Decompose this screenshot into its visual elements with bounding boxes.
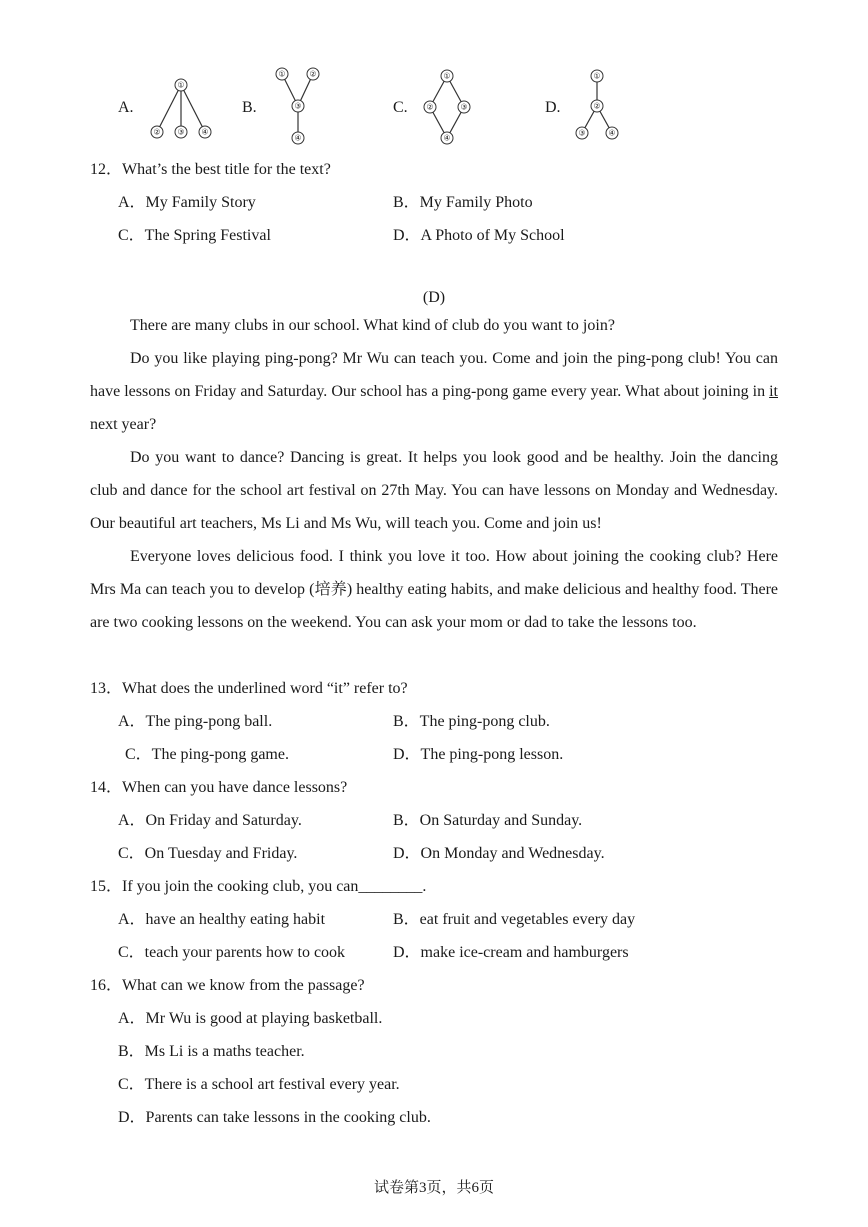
- q11-option-c-diagram: [420, 66, 476, 146]
- q13-option-b: B．The ping-pong club.: [393, 713, 550, 730]
- q16-option-b: B．Ms Li is a maths teacher.: [118, 1043, 305, 1060]
- q12-option-b: B．My Family Photo: [393, 194, 533, 211]
- node-label: ①: [593, 71, 601, 81]
- passage-paragraph-3: Do you want to dance? Dancing is great. It helps you look good and be healthy. Join the dancing club and dance for the school art festival on 27th May. You can have lessons on Monday and Wednesday. Our beautiful art teachers, Ms Li and Ms Wu, will teach you. Come and join us!: [90, 449, 778, 532]
- q11-option-d-label: D.: [545, 99, 561, 116]
- node-label: ②: [153, 127, 161, 137]
- node-label: ③: [460, 102, 468, 112]
- q13-option-d: D．The ping-pong lesson.: [393, 746, 564, 763]
- node-label: ④: [443, 133, 451, 143]
- q12-option-c: C．The Spring Festival: [118, 227, 271, 244]
- node-label: ④: [201, 127, 209, 137]
- passage-paragraph-2: [90, 342, 778, 441]
- q11-option-c-label: C.: [393, 99, 408, 116]
- q15-option-d: D．make ice-cream and hamburgers: [393, 944, 629, 961]
- q12-option-d: D．A Photo of My School: [393, 227, 565, 244]
- q13-stem: 13．What does the underlined word “it” refer to?: [90, 680, 408, 697]
- q14-option-a: A．On Friday and Saturday.: [118, 812, 302, 829]
- q14-option-d: D．On Monday and Wednesday.: [393, 845, 605, 862]
- q12-stem: 12．What’s the best title for the text?: [90, 161, 331, 178]
- node-label: ①: [177, 80, 185, 90]
- node-label: ③: [177, 127, 185, 137]
- q16-option-c: C．There is a school art festival every year.: [118, 1076, 400, 1093]
- q11-option-d-diagram: [570, 66, 626, 146]
- node-label: ②: [426, 102, 434, 112]
- q11-option-a-diagram: [145, 75, 215, 141]
- passage-paragraph-4: Everyone loves delicious food. I think you love it too. How about joining the cooking club? Here Mrs Ma can teach you to develop (培养) healthy eating habits, and make delicious and healthy food. There are two cooking lessons on the weekend. You can ask your mom or dad to take the lessons too.: [90, 548, 778, 631]
- q15-stem: 15．If you join the cooking club, you can________.: [90, 878, 427, 895]
- node-label: ③: [294, 101, 302, 111]
- q15-option-b: B．eat fruit and vegetables every day: [393, 911, 636, 928]
- q15-option-c: C．teach your parents how to cook: [118, 944, 346, 961]
- q13-option-a: A．The ping-pong ball.: [118, 713, 273, 730]
- passage-paragraph-2-text-end: next year?: [90, 416, 157, 433]
- q16-stem: 16．What can we know from the passage?: [90, 977, 365, 994]
- q11-option-a-label: A.: [118, 99, 134, 116]
- q14-option-c: C．On Tuesday and Friday.: [118, 845, 298, 862]
- q15-option-a: A．have an healthy eating habit: [118, 911, 326, 928]
- node-label: ④: [294, 133, 302, 143]
- node-label: ①: [443, 71, 451, 81]
- q12-option-a: A．My Family Story: [118, 194, 256, 211]
- passage-heading: (D): [422, 289, 446, 306]
- node-label: ①: [278, 69, 286, 79]
- q11-option-b-diagram: [270, 64, 326, 148]
- q14-option-b: B．On Saturday and Sunday.: [393, 812, 583, 829]
- q16-option-d: D．Parents can take lessons in the cooking club.: [118, 1109, 431, 1126]
- passage-paragraph-1: There are many clubs in our school. What kind of club do you want to join?: [130, 317, 615, 334]
- underlined-word-it: it: [769, 383, 778, 400]
- node-label: ④: [608, 128, 616, 138]
- passage-paragraph-2-text: Do you like playing ping-pong? Mr Wu can teach you. Come and join the ping-pong club! You can have lessons on Friday and Saturday. Our school has a ping-pong game every year. What about joining in: [90, 350, 778, 400]
- q13-option-c: C．The ping-pong game.: [125, 746, 289, 763]
- node-label: ③: [578, 128, 586, 138]
- q11-option-b-label: B.: [242, 99, 257, 116]
- node-label: ②: [593, 101, 601, 111]
- q16-option-a: A．Mr Wu is good at playing basketball.: [118, 1010, 383, 1027]
- page-footer: 试卷第3页，共6页: [373, 1180, 494, 1196]
- node-label: ②: [309, 69, 317, 79]
- q14-stem: 14．When can you have dance lessons?: [90, 779, 348, 796]
